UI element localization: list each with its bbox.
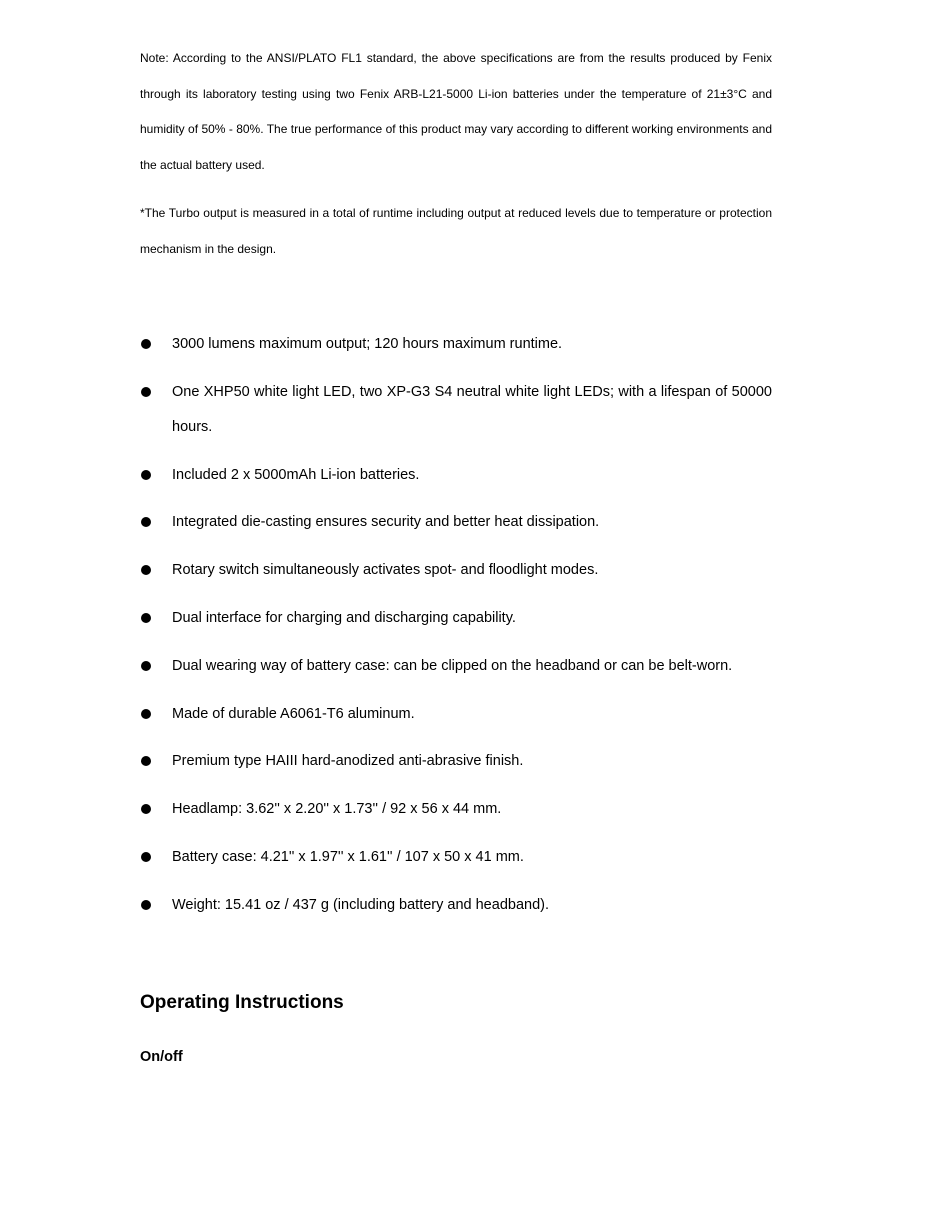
list-item	[140, 744, 772, 779]
feature-text: Battery case: 4.21'' x 1.97'' x 1.61'' / 107 x 50 x 41 mm.	[172, 848, 524, 865]
feature-text: 3000 lumens maximum output; 120 hours maximum runtime.	[172, 336, 563, 352]
feature-text: Dual interface for charging and discharging capability.	[172, 609, 516, 626]
turbo-note-text: *The Turbo output is measured in a total of runtime including output at reduced levels due to temperature or protection mechanism in the design.	[140, 206, 772, 256]
bullet-icon	[141, 387, 151, 397]
list-item	[140, 327, 772, 362]
bullet-icon	[141, 852, 151, 862]
note-text: Note: According to the ANSI/PLATO FL1 standard, the above specifications are from the results produced by Fenix through its laboratory testing using two Fenix ARB-L21-5000 Li-ion batteries under the temperature of 21±3°C and humidity of 50% - 80%. The true performance of this product may vary according to different working environments and the actual battery used.	[140, 51, 772, 172]
list-item	[140, 697, 772, 732]
list-item	[140, 840, 772, 875]
list-item	[140, 649, 772, 684]
bullet-icon	[141, 661, 151, 671]
bullet-icon	[141, 339, 151, 349]
list-item	[140, 375, 772, 445]
bullet-icon	[141, 470, 151, 480]
section-heading: Operating Instructions	[140, 992, 344, 1013]
bullet-icon	[141, 709, 151, 719]
bullet-icon	[141, 517, 151, 527]
feature-text: Dual wearing way of battery case: can be clipped on the headband or can be belt-worn.	[172, 657, 733, 674]
list-item	[140, 553, 772, 588]
feature-text: Rotary switch simultaneously activates spot- and floodlight modes.	[172, 562, 599, 579]
bullet-icon	[141, 756, 151, 766]
list-item	[140, 601, 772, 636]
bullet-icon	[141, 804, 151, 814]
feature-text: Weight: 15.41 oz / 437 g (including battery and headband).	[172, 896, 549, 913]
feature-list	[140, 327, 772, 936]
feature-text: Premium type HAIII hard-anodized anti-abrasive finish.	[172, 753, 524, 770]
bullet-icon	[141, 565, 151, 575]
note-paragraph	[140, 41, 772, 183]
bullet-icon	[141, 900, 151, 910]
list-item	[140, 505, 772, 540]
bullet-icon	[141, 613, 151, 623]
turbo-note-paragraph	[140, 196, 772, 267]
list-item	[140, 888, 772, 923]
feature-text: One XHP50 white light LED, two XP-G3 S4 neutral white light LEDs; with a lifespan of 50000 hours.	[172, 383, 772, 435]
feature-text: Integrated die-casting ensures security and better heat dissipation.	[172, 514, 600, 531]
feature-text: Made of durable A6061-T6 aluminum.	[172, 705, 415, 722]
list-item	[140, 458, 772, 493]
feature-text: Headlamp: 3.62'' x 2.20'' x 1.73'' / 92 x 56 x 44 mm.	[172, 801, 502, 818]
feature-text: Included 2 x 5000mAh Li-ion batteries.	[172, 466, 420, 483]
section-subheading: On/off	[140, 1049, 183, 1065]
list-item	[140, 792, 772, 827]
